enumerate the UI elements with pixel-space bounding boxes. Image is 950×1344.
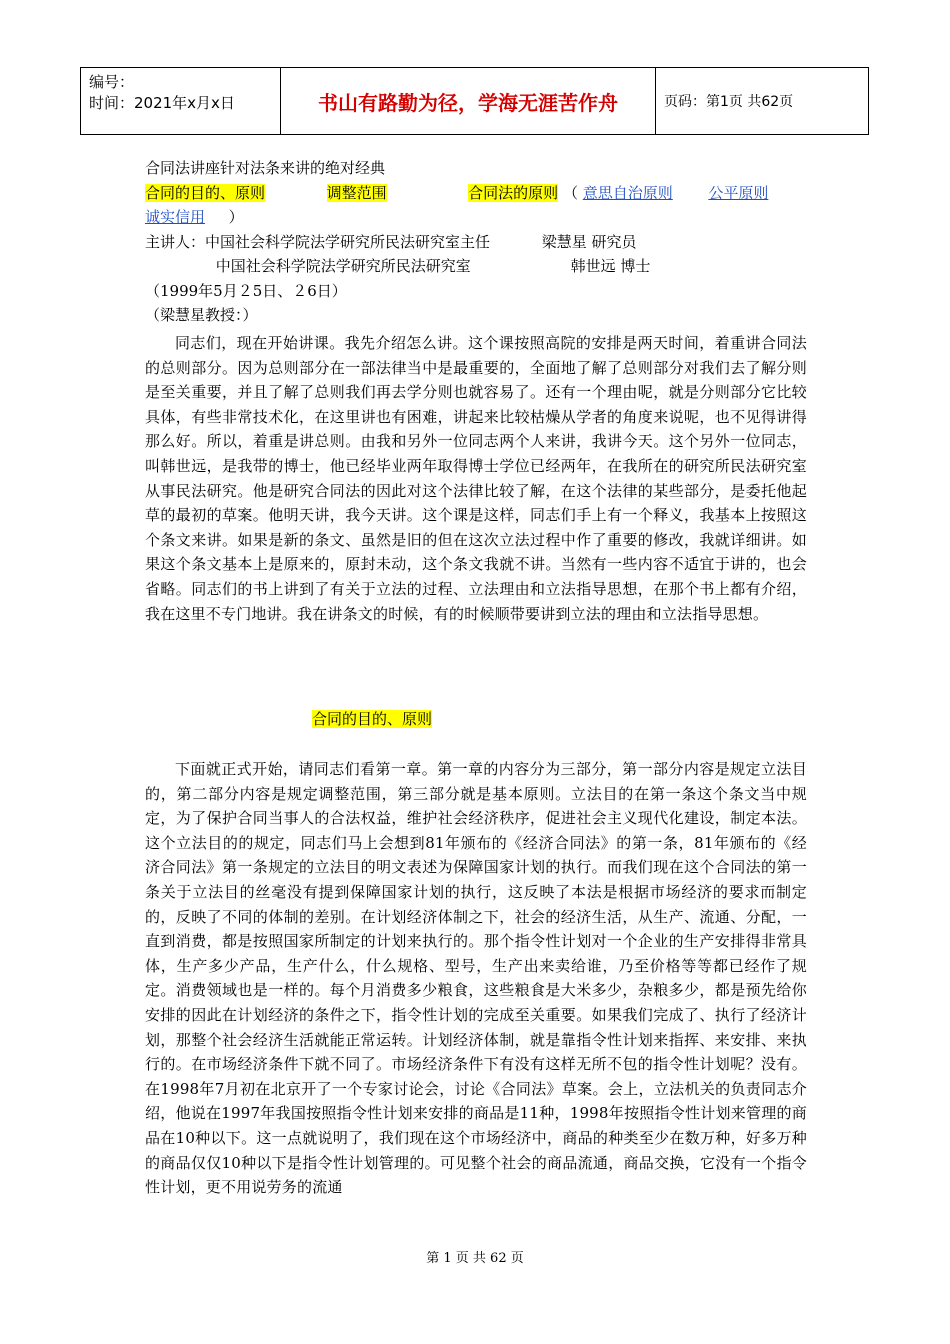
speaker-2-name: 韩世远 博士 <box>570 257 651 275</box>
toc-paren-close: ） <box>228 208 244 226</box>
header-page-info: 页码：第1页 共62页 <box>664 94 794 110</box>
header-motto: 书山有路勤为径，学海无涯苦作舟 <box>281 68 656 134</box>
header-table <box>80 67 869 135</box>
document-head <box>145 156 807 328</box>
number-label: 编号： <box>89 73 135 91</box>
toc-link-fairness[interactable]: 公平原则 <box>708 183 769 202</box>
speaker-1-affiliation: 主讲人：中国社会科学院法学研究所民法研究室主任 <box>145 232 491 251</box>
toc-paren-open: （ <box>562 183 578 202</box>
section-title <box>312 708 432 730</box>
toc-link-good-faith[interactable]: 诚实信用 <box>145 208 206 226</box>
time-label: 时间：2021年x月x日 <box>89 94 235 112</box>
lecturer-intro: （梁慧星教授：） <box>145 306 258 324</box>
toc-line <box>145 181 807 206</box>
speaker-1 <box>145 230 807 255</box>
paragraph-2: 下面就正式开始，请同志们看第一章。第一章的内容分为三部分，第一部分内容是规定立法目的，第二部分内容是规定调整范围，第三部分就是基本原则。立法目的在第一条这个条文当中规定，为了保护合同当事人的合法权益，维护社会经济秩序，促进社会主义现代化建设，制定本法。这个立法目的的规定，同志们马上会想到81年颁布的《经济合同法》的第一条，81年颁布的《经济合同法》第一条规定的立法目的明文表述为保障国家计划的执行。而我们现在这个合同法的第一条关于立法目的丝毫没有提到保障国家计划的执行，这反映了本法是根据市场经济的要求而制定的，反映了不同的体制的差别。在计划经济体制之下，社会的经济生活，从生产、流通、分配，一直到消费，都是按照国家所制定的计划来执行的。那个指令性计划对一个企业的生产安排得非常具体，生产多少产品，生产什么，什么规格、型号，生产出来卖给谁，乃至价格等等都已经作了规定。消费领域也是一样的。每个月消费多少粮食，这些粮食是大米多少，杂粮多少，都是预先给你安排的因此在计划经济的条件之下，指令性计划的完成至关重要。如果我们完成了、执行了经济计划，那整个社会经济生活就能正常运转。计划经济体制，就是靠指令性计划来指挥、来安排、来执行的。在市场经济条件下就不同了。市场经济条件下有没有这样无所不包的指令性计划呢？没有。在1998年7月初在北京开了一个专家讨论会，讨论《合同法》草案。会上，立法机关的负责同志介绍，他说在1997年我国按照指令性计划来安排的商品是11种，1998年按照指令性计划来管理的商品在10种以下。这一点就说明了，我们现在这个市场经济中，商品的种类至少在数万种，好多万种的商品仅仅10种以下是指令性计划管理的。可见整个社会的商品流通，商品交换，它没有一个指令性计划，更不用说劳务的流通 <box>145 760 807 1197</box>
toc-line-2 <box>145 205 807 230</box>
paragraph-1: 同志们，现在开始讲课。我先介绍怎么讲。这个课按照高院的安排是两天时间，着重讲合同法的总则部分。因为总则部分在一部法律当中是最重要的，全面地了解了总则部分对我们去了解分则是至关重要，并且了解了总则我们再去学分则也就容易了。还有一个理由呢，就是分则部分它比较具体，有些非常技术化，在这里讲也有困难，讲起来比较枯燥从学者的角度来说呢，也不见得讲得那么好。所以，着重是讲总则。由我和另外一位同志两个人来讲，我讲今天。这个另外一位同志，叫韩世远，是我带的博士，他已经毕业两年取得博士学位已经两年，在我所在的研究所民法研究室从事民法研究。他是研究合同法的因此对这个法律比较了解，在这个法律的某些部分，是委托他起草的最初的草案。他明天讲，我今天讲。这个课是这样，同志们手上有一个释义，我基本上按照这个条文来讲。如果是新的条文、虽然是旧的但在这次立法过程中作了重要的修改，我就详细讲。如果这个条文基本上是原来的，原封未动，这个条文我就不讲。当然有一些内容不适宜于讲的，也会省略。同志们的书上讲到了有关于立法的过程、立法理由和立法指导思想，在那个书上都有介绍，我在这里不专门地讲。我在讲条文的时候，有的时候顺带要讲到立法的理由和立法指导思想。 <box>145 334 807 623</box>
toc-link-scope[interactable]: 调整范围 <box>326 183 387 202</box>
toc-link-principles[interactable]: 合同法的原则 <box>468 183 559 202</box>
section-title-text: 合同的目的、原则 <box>312 710 433 728</box>
document-title: 合同法讲座针对法条来讲的绝对经典 <box>145 159 386 177</box>
speaker-2-affiliation: 中国社会科学院法学研究所民法研究室 <box>215 257 471 275</box>
speaker-2 <box>145 254 807 279</box>
header-meta <box>81 68 281 134</box>
toc-link-autonomy[interactable]: 意思自治原则 <box>582 183 673 202</box>
lecture-date: （1999年5月２5日、２6日） <box>145 281 347 300</box>
toc-link-purpose[interactable]: 合同的目的、原则 <box>145 183 266 202</box>
page-footer: 第 1 页 共 62 页 <box>426 1251 524 1266</box>
speaker-1-name: 梁慧星 研究员 <box>541 232 637 251</box>
